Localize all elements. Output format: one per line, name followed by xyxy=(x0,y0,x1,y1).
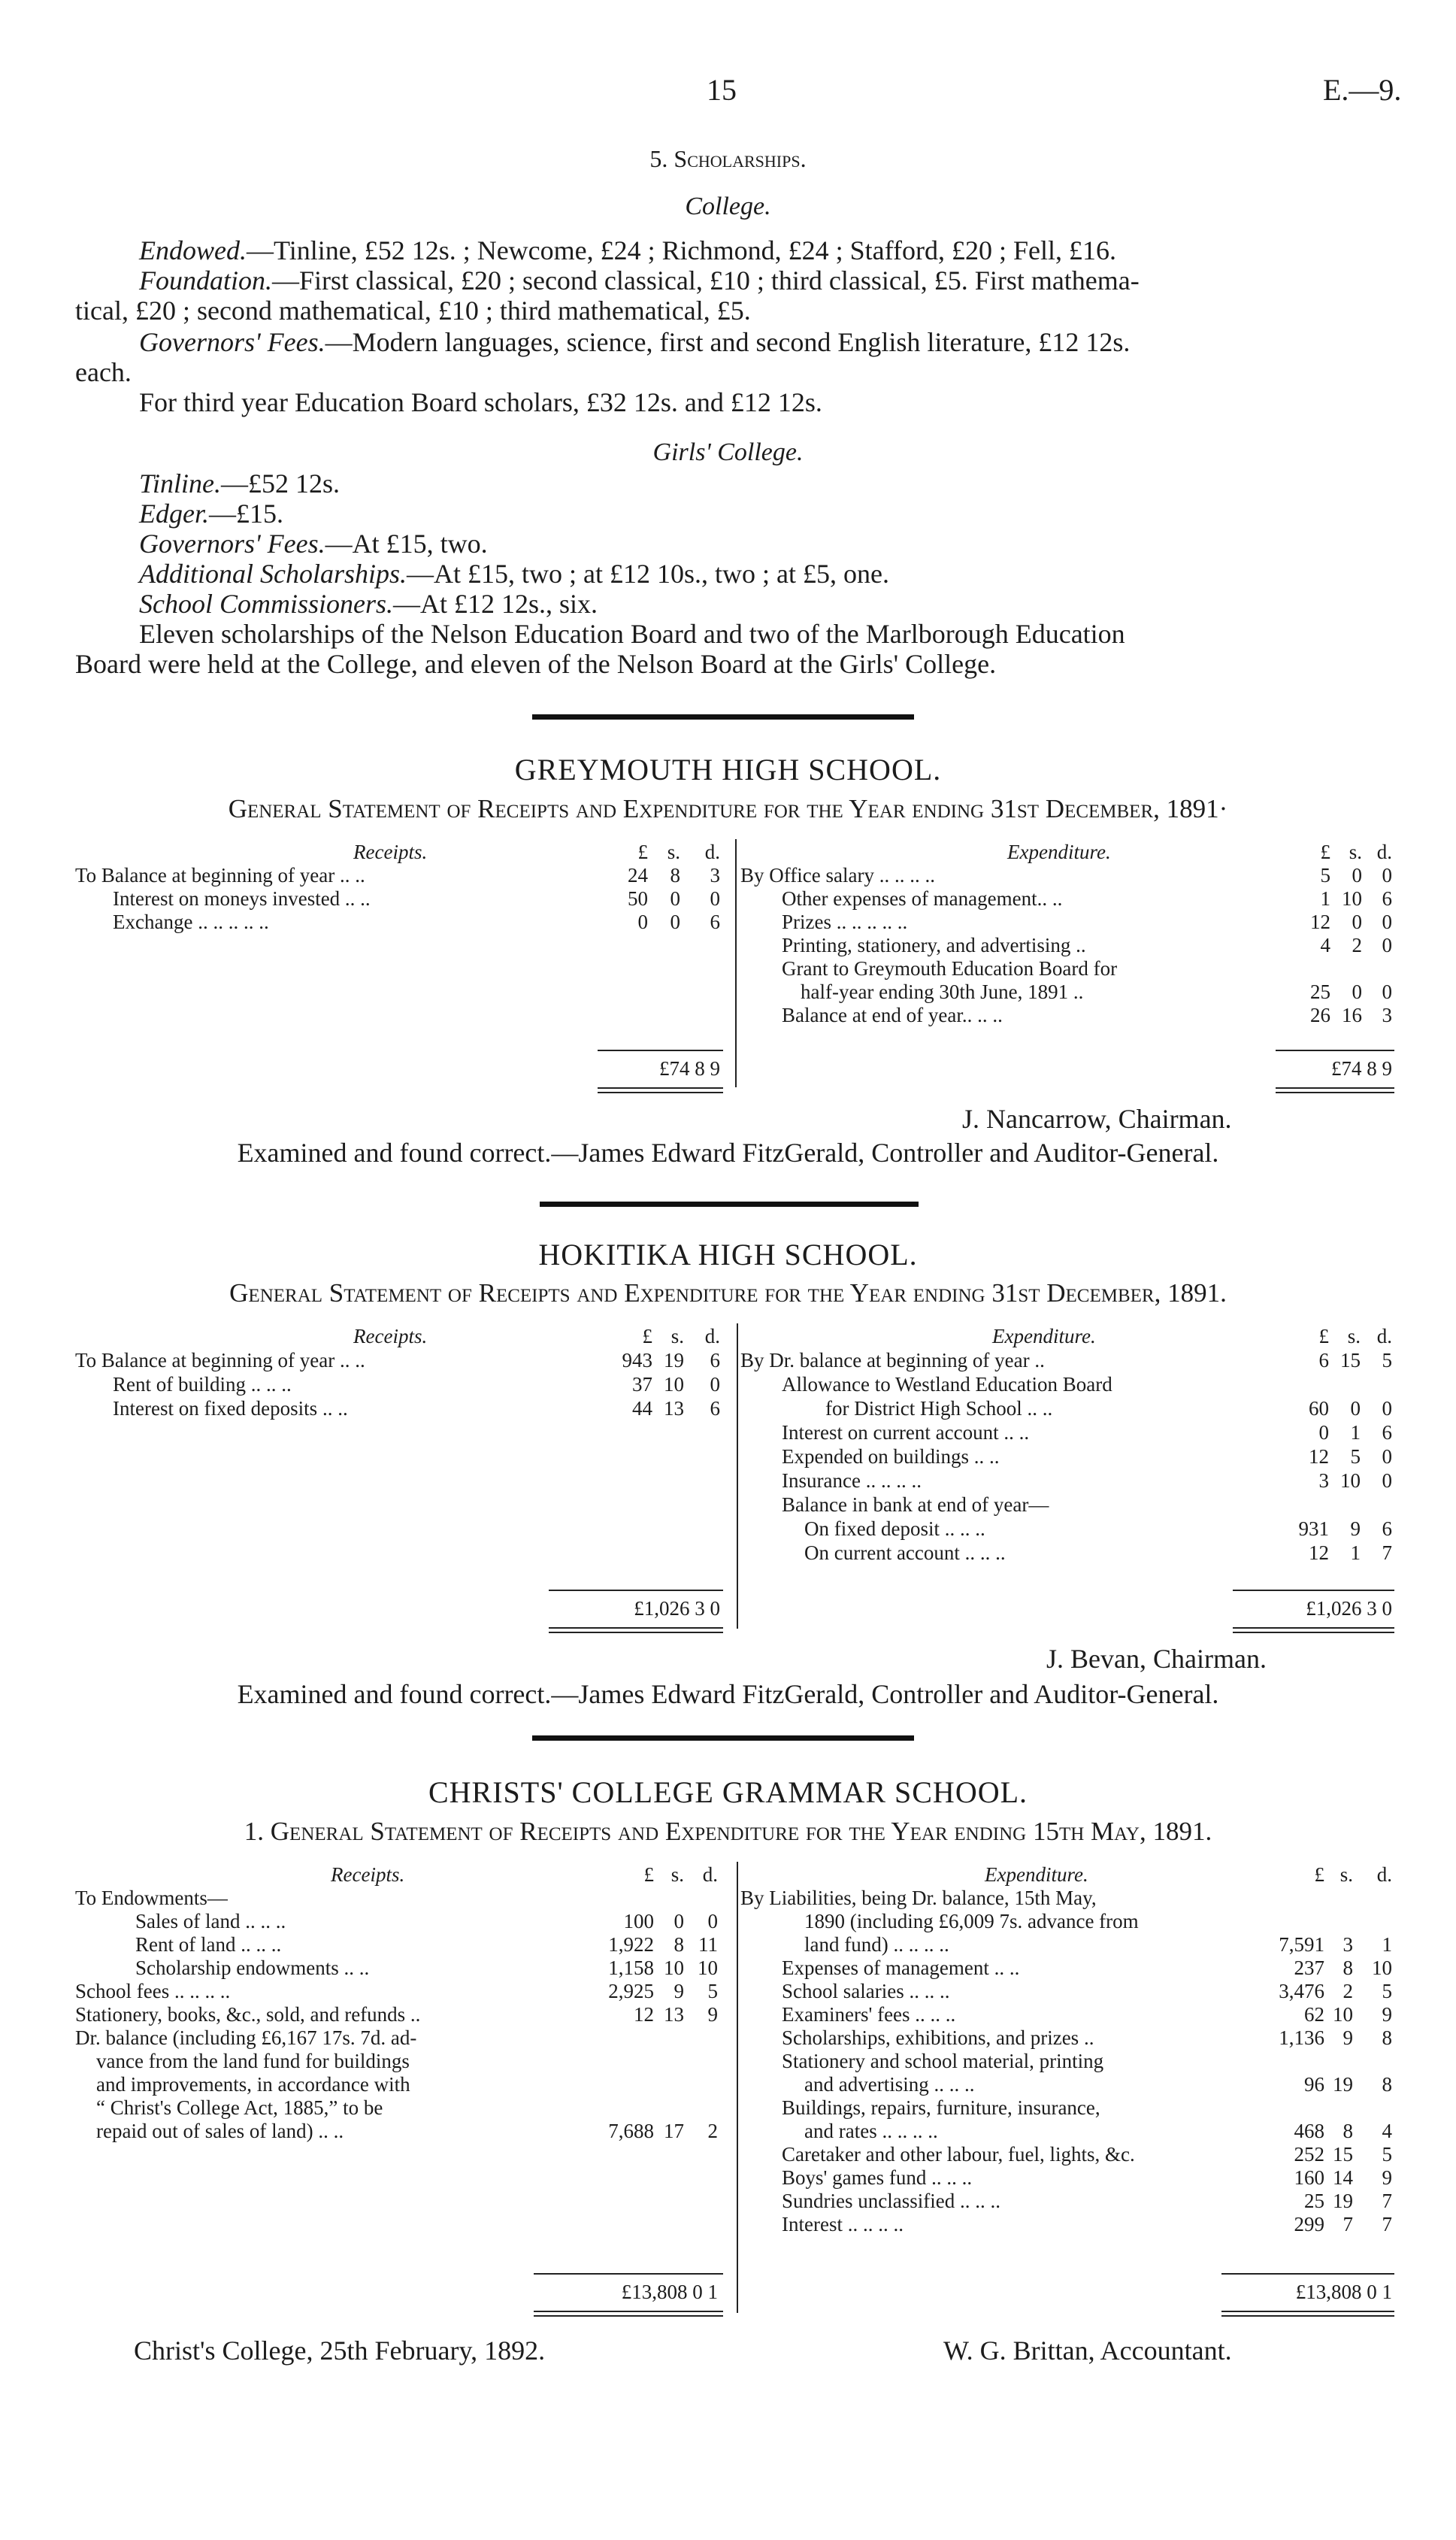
expenditure-line: On fixed deposit .. .. .. xyxy=(804,1517,985,1540)
amount-cell: 3 xyxy=(1318,1469,1329,1492)
amount-cell: 25 xyxy=(1304,2190,1324,2212)
receipt-line: To Endowments— xyxy=(75,1887,228,1909)
amount-cell: 0 xyxy=(707,1910,718,1932)
amount-cell: 6 xyxy=(1382,887,1392,910)
total-rule xyxy=(1276,1050,1394,1051)
receipt-line: “ Christ's College Act, 1885,” to be xyxy=(96,2096,383,2119)
amount-cell: 10 xyxy=(1342,887,1362,910)
receipts-total: £74 8 9 xyxy=(659,1057,720,1080)
amount-cell: 2 xyxy=(1352,934,1362,956)
amount-cell: 15 xyxy=(1340,1349,1361,1372)
amount-cell: 25 xyxy=(1310,981,1330,1003)
amount-cell: 2 xyxy=(707,2120,718,2142)
amount-cell: 0 xyxy=(1318,1421,1329,1444)
amount-cell: 12 xyxy=(1309,1445,1329,1468)
expenditure-line: Stationery and school material, printing xyxy=(782,2050,1104,2072)
expenditure-line: land fund) .. .. .. .. xyxy=(804,1933,949,1956)
christs-signature: W. G. Brittan, Accountant. xyxy=(943,2335,1232,2366)
amount-cell: 0 xyxy=(710,1373,720,1396)
scholarship-line: tical, £20 ; second mathematical, £10 ; third mathematical, £5. xyxy=(75,296,751,326)
amount-cell: 9 xyxy=(1350,1517,1361,1540)
receipts-heading: Receipts. xyxy=(331,1863,405,1886)
amount-cell: 19 xyxy=(664,1349,684,1372)
expenditure-line: On current account .. .. .. xyxy=(804,1541,1006,1564)
column-header: s. xyxy=(667,841,680,863)
amount-cell: 0 xyxy=(1382,1397,1392,1420)
amount-cell: 0 xyxy=(1382,911,1392,933)
column-header: d. xyxy=(1376,1325,1392,1347)
christs-title: CHRISTS' COLLEGE GRAMMAR SCHOOL. xyxy=(428,1775,1028,1809)
greymouth-examined: Examined and found correct.—James Edward FitzGerald, Controller and Auditor-General. xyxy=(237,1138,1219,1168)
expenditure-total: £13,808 0 1 xyxy=(1295,2281,1392,2303)
column-header: d. xyxy=(704,1325,720,1347)
expenditure-line: Balance at end of year.. .. .. xyxy=(782,1004,1003,1026)
expenditure-line: Buildings, repairs, furniture, insurance, xyxy=(782,2096,1100,2119)
amount-cell: 96 xyxy=(1304,2073,1324,2096)
section-divider xyxy=(532,1735,914,1741)
amount-cell: 6 xyxy=(710,1349,720,1372)
amount-cell: 6 xyxy=(710,1397,720,1420)
expenditure-line: Scholarships, exhibitions, and prizes .. xyxy=(782,2026,1094,2049)
amount-cell: 9 xyxy=(1342,2026,1353,2049)
double-rule xyxy=(534,2311,723,2312)
amount-cell: 9 xyxy=(707,2003,718,2026)
amount-cell: 44 xyxy=(632,1397,652,1420)
amount-cell: 0 xyxy=(637,911,648,933)
page-reference: E.—9. xyxy=(1323,73,1402,107)
greymouth-subtitle: General Statement of Receipts and Expenditure for the Year ending 31st December, 1891· xyxy=(228,794,1228,823)
column-header: s. xyxy=(1347,1325,1361,1347)
amount-cell: 2 xyxy=(1342,1980,1353,2002)
column-header: d. xyxy=(1376,1863,1392,1886)
scholarship-line: For third year Education Board scholars, £32 12s. and £12 12s. xyxy=(139,387,822,417)
hokitika-signature: J. Bevan, Chairman. xyxy=(1046,1644,1267,1674)
amount-cell: 0 xyxy=(1382,1445,1392,1468)
amount-cell: 7,591 xyxy=(1279,1933,1324,1956)
amount-cell: 8 xyxy=(670,864,680,887)
expenditure-line: Expenses of management .. .. xyxy=(782,1957,1020,1979)
hokitika-title: HOKITIKA HIGH SCHOOL. xyxy=(538,1238,918,1272)
expenditure-heading: Expenditure. xyxy=(992,1325,1096,1347)
section-divider xyxy=(540,1202,919,1207)
expenditure-line: By Office salary .. .. .. .. xyxy=(740,864,935,887)
receipt-line: vance from the land fund for buildings xyxy=(96,2050,410,2072)
total-rule xyxy=(1221,2273,1394,2275)
double-rule xyxy=(1221,2315,1394,2317)
expenditure-line: School salaries .. .. .. xyxy=(782,1980,950,2002)
expenditure-line: Grant to Greymouth Education Board for xyxy=(782,957,1118,980)
double-rule xyxy=(549,1627,723,1629)
amount-cell: 2,925 xyxy=(608,1980,654,2002)
expenditure-line: Allowance to Westland Education Board xyxy=(782,1373,1112,1396)
amount-cell: 3 xyxy=(1382,1004,1392,1026)
amount-cell: 100 xyxy=(623,1910,654,1932)
amount-cell: 1,158 xyxy=(608,1957,654,1979)
amount-cell: 9 xyxy=(1382,2166,1392,2189)
expenditure-line: By Dr. balance at beginning of year .. xyxy=(740,1349,1045,1372)
double-rule xyxy=(549,1632,723,1633)
amount-cell: 0 xyxy=(1382,1469,1392,1492)
amount-cell: 299 xyxy=(1294,2213,1324,2235)
column-header: £ xyxy=(642,1325,652,1347)
amount-cell: 3 xyxy=(710,864,720,887)
amount-cell: 8 xyxy=(1382,2073,1392,2096)
amount-cell: 19 xyxy=(1333,2190,1353,2212)
scholarship-line: Foundation.—First classical, £20 ; second classical, £10 ; third classical, £5. First mathema- xyxy=(139,265,1140,296)
scholarships-heading: 5. Scholarships. xyxy=(649,145,807,172)
girls-college-subheading: Girls' College. xyxy=(652,438,804,466)
expenditure-line: Interest on current account .. .. xyxy=(782,1421,1030,1444)
amount-cell: 6 xyxy=(1382,1517,1392,1540)
amount-cell: 0 xyxy=(1352,981,1362,1003)
column-header: £ xyxy=(1314,1863,1324,1886)
amount-cell: 9 xyxy=(674,1980,684,2002)
scholarship-line: each. xyxy=(75,357,132,387)
column-header: £ xyxy=(643,1863,654,1886)
hokitika-examined: Examined and found correct.—James Edward FitzGerald, Controller and Auditor-General. xyxy=(237,1679,1219,1709)
amount-cell: 468 xyxy=(1294,2120,1324,2142)
amount-cell: 943 xyxy=(622,1349,652,1372)
receipt-line: repaid out of sales of land) .. .. xyxy=(96,2120,344,2142)
amount-cell: 7,688 xyxy=(608,2120,654,2142)
receipt-line: To Balance at beginning of year .. .. xyxy=(75,864,365,887)
expenditure-line: Prizes .. .. .. .. .. xyxy=(782,911,908,933)
amount-cell: 8 xyxy=(1342,1957,1353,1979)
receipt-line: Stationery, books, &c., sold, and refunds .. xyxy=(75,2003,421,2026)
expenditure-line: Boys' games fund .. .. .. xyxy=(782,2166,973,2189)
expenditure-line: and advertising .. .. .. xyxy=(804,2073,975,2096)
amount-cell: 0 xyxy=(1382,934,1392,956)
receipt-line: Interest on fixed deposits .. .. xyxy=(113,1397,348,1420)
column-header: s. xyxy=(670,1325,684,1347)
amount-cell: 1 xyxy=(1350,1421,1361,1444)
expenditure-total: £1,026 3 0 xyxy=(1306,1597,1392,1620)
receipt-line: School fees .. .. .. .. xyxy=(75,1980,231,2002)
total-rule xyxy=(1233,1590,1394,1591)
expenditure-line: half-year ending 30th June, 1891 .. xyxy=(801,981,1084,1003)
amount-cell: 4 xyxy=(1320,934,1330,956)
section-divider xyxy=(532,714,914,720)
amount-cell: 1 xyxy=(1382,1933,1392,1956)
amount-cell: 237 xyxy=(1294,1957,1324,1979)
amount-cell: 10 xyxy=(698,1957,718,1979)
expenditure-line: By Liabilities, being Dr. balance, 15th May, xyxy=(740,1887,1097,1909)
column-header: d. xyxy=(704,841,720,863)
amount-cell: 5 xyxy=(1350,1445,1361,1468)
expenditure-line: for District High School .. .. xyxy=(825,1397,1053,1420)
amount-cell: 12 xyxy=(1309,1541,1329,1564)
column-header: d. xyxy=(702,1863,718,1886)
girls-scholarship-line: Governors' Fees.—At £15, two. xyxy=(139,529,488,559)
receipts-total: £1,026 3 0 xyxy=(634,1597,720,1620)
amount-cell: 0 xyxy=(1382,864,1392,887)
column-divider xyxy=(735,839,737,1087)
column-header: d. xyxy=(1376,841,1392,863)
expenditure-line: Other expenses of management.. .. xyxy=(782,887,1063,910)
amount-cell: 11 xyxy=(698,1933,718,1956)
expenditure-heading: Expenditure. xyxy=(985,1863,1088,1886)
amount-cell: 26 xyxy=(1310,1004,1330,1026)
double-rule xyxy=(1221,2311,1394,2312)
amount-cell: 60 xyxy=(1309,1397,1329,1420)
amount-cell: 17 xyxy=(664,2120,684,2142)
amount-cell: 1 xyxy=(1350,1541,1361,1564)
amount-cell: 252 xyxy=(1294,2143,1324,2166)
amount-cell: 3,476 xyxy=(1279,1980,1324,2002)
page-number: 15 xyxy=(707,73,737,107)
girls-scholarship-line: Edger.—£15. xyxy=(139,499,283,529)
receipt-line: Interest on moneys invested .. .. xyxy=(113,887,371,910)
double-rule xyxy=(598,1092,723,1093)
amount-cell: 0 xyxy=(670,911,680,933)
expenditure-total: £74 8 9 xyxy=(1331,1057,1392,1080)
amount-cell: 5 xyxy=(1320,864,1330,887)
total-rule xyxy=(534,2273,723,2275)
amount-cell: 5 xyxy=(1382,2143,1392,2166)
amount-cell: 19 xyxy=(1333,2073,1353,2096)
amount-cell: 5 xyxy=(707,1980,718,2002)
amount-cell: 160 xyxy=(1294,2166,1324,2189)
amount-cell: 1,922 xyxy=(608,1933,654,1956)
receipt-line: Dr. balance (including £6,167 17s. 7d. ad- xyxy=(75,2026,417,2049)
scholarship-closing: Eleven scholarships of the Nelson Education Board and two of the Marlborough Education xyxy=(139,619,1125,649)
amount-cell: 10 xyxy=(664,1957,684,1979)
expenditure-heading: Expenditure. xyxy=(1007,841,1111,863)
receipts-heading: Receipts. xyxy=(353,1325,428,1347)
amount-cell: 5 xyxy=(1382,1980,1392,2002)
girls-scholarship-line: School Commissioners.—At £12 12s., six. xyxy=(139,589,598,619)
amount-cell: 0 xyxy=(710,887,720,910)
amount-cell: 6 xyxy=(1382,1421,1392,1444)
christs-place-date: Christ's College, 25th February, 1892. xyxy=(134,2335,546,2366)
amount-cell: 0 xyxy=(1352,911,1362,933)
amount-cell: 12 xyxy=(1310,911,1330,933)
amount-cell: 7 xyxy=(1342,2213,1353,2235)
amount-cell: 0 xyxy=(674,1910,684,1932)
christs-subtitle: 1. General Statement of Receipts and Expenditure for the Year ending 15th May, 1891. xyxy=(244,1817,1212,1846)
amount-cell: 10 xyxy=(664,1373,684,1396)
column-header: £ xyxy=(1320,841,1330,863)
expenditure-line: 1890 (including £6,009 7s. advance from xyxy=(804,1910,1139,1932)
hokitika-subtitle: General Statement of Receipts and Expenditure for the Year ending 31st December, 1891. xyxy=(229,1278,1227,1308)
column-header: s. xyxy=(1349,841,1362,863)
amount-cell: 9 xyxy=(1382,2003,1392,2026)
column-divider xyxy=(737,1323,738,1629)
double-rule xyxy=(1233,1632,1394,1633)
expenditure-line: and rates .. .. .. .. xyxy=(804,2120,938,2142)
expenditure-line: Printing, stationery, and advertising .. xyxy=(782,934,1086,956)
column-header: s. xyxy=(1339,1863,1353,1886)
receipt-line: Rent of land .. .. .. xyxy=(135,1933,282,1956)
expenditure-line: Expended on buildings .. .. xyxy=(782,1445,1000,1468)
college-subheading: College. xyxy=(685,192,771,220)
total-rule xyxy=(549,1590,723,1591)
amount-cell: 6 xyxy=(1318,1349,1329,1372)
amount-cell: 1,136 xyxy=(1279,2026,1324,2049)
scholarship-line: Governors' Fees.—Modern languages, science, first and second English literature, £12 12s. xyxy=(139,327,1131,357)
amount-cell: 0 xyxy=(1350,1397,1361,1420)
receipts-heading: Receipts. xyxy=(353,841,428,863)
scholarship-line: Endowed.—Tinline, £52 12s. ; Newcome, £24 ; Richmond, £24 ; Stafford, £20 ; Fell, £16. xyxy=(139,235,1116,265)
amount-cell: 37 xyxy=(632,1373,652,1396)
greymouth-title: GREYMOUTH HIGH SCHOOL. xyxy=(514,753,942,787)
girls-scholarship-line: Tinline.—£52 12s. xyxy=(139,468,341,499)
amount-cell: 14 xyxy=(1333,2166,1353,2189)
amount-cell: 50 xyxy=(628,887,648,910)
amount-cell: 10 xyxy=(1333,2003,1353,2026)
receipt-line: To Balance at beginning of year .. .. xyxy=(75,1349,365,1372)
amount-cell: 16 xyxy=(1342,1004,1362,1026)
receipt-line: Scholarship endowments .. .. xyxy=(135,1957,370,1979)
double-rule xyxy=(1276,1092,1394,1093)
column-header: s. xyxy=(670,1863,684,1886)
receipt-line: Exchange .. .. .. .. .. xyxy=(113,911,269,933)
double-rule xyxy=(598,1087,723,1089)
expenditure-line: Balance in bank at end of year— xyxy=(782,1493,1049,1516)
amount-cell: 10 xyxy=(1372,1957,1392,1979)
expenditure-line: Insurance .. .. .. .. xyxy=(782,1469,922,1492)
scholarship-closing: Board were held at the College, and eleven of the Nelson Board at the Girls' College. xyxy=(75,649,997,679)
receipt-line: and improvements, in accordance with xyxy=(96,2073,410,2096)
amount-cell: 8 xyxy=(1342,2120,1353,2142)
double-rule xyxy=(1276,1087,1394,1089)
amount-cell: 13 xyxy=(664,2003,684,2026)
double-rule xyxy=(1233,1627,1394,1629)
double-rule xyxy=(534,2315,723,2317)
expenditure-line: Interest .. .. .. .. xyxy=(782,2213,904,2235)
amount-cell: 3 xyxy=(1342,1933,1353,1956)
amount-cell: 8 xyxy=(674,1933,684,1956)
expenditure-line: Caretaker and other labour, fuel, lights, &c. xyxy=(782,2143,1135,2166)
amount-cell: 0 xyxy=(670,887,680,910)
amount-cell: 1 xyxy=(1320,887,1330,910)
amount-cell: 8 xyxy=(1382,2026,1392,2049)
amount-cell: 0 xyxy=(1382,981,1392,1003)
receipt-line: Rent of building .. .. .. xyxy=(113,1373,292,1396)
amount-cell: 13 xyxy=(664,1397,684,1420)
expenditure-line: Examiners' fees .. .. .. xyxy=(782,2003,956,2026)
receipt-line: Sales of land .. .. .. xyxy=(135,1910,286,1932)
receipts-total: £13,808 0 1 xyxy=(621,2281,718,2303)
expenditure-line: Sundries unclassified .. .. .. xyxy=(782,2190,1000,2212)
amount-cell: 7 xyxy=(1382,1541,1392,1564)
total-rule xyxy=(598,1050,723,1051)
amount-cell: 7 xyxy=(1382,2213,1392,2235)
amount-cell: 0 xyxy=(1352,864,1362,887)
amount-cell: 931 xyxy=(1298,1517,1329,1540)
amount-cell: 5 xyxy=(1382,1349,1392,1372)
greymouth-signature: J. Nancarrow, Chairman. xyxy=(962,1104,1232,1134)
amount-cell: 62 xyxy=(1304,2003,1324,2026)
amount-cell: 12 xyxy=(634,2003,654,2026)
amount-cell: 6 xyxy=(710,911,720,933)
amount-cell: 24 xyxy=(628,864,648,887)
column-header: £ xyxy=(637,841,648,863)
column-header: £ xyxy=(1318,1325,1329,1347)
column-divider xyxy=(737,1862,738,2313)
amount-cell: 15 xyxy=(1333,2143,1353,2166)
amount-cell: 10 xyxy=(1340,1469,1361,1492)
girls-scholarship-line: Additional Scholarships.—At £15, two ; at £12 10s., two ; at £5, one. xyxy=(139,559,889,589)
amount-cell: 7 xyxy=(1382,2190,1392,2212)
amount-cell: 4 xyxy=(1382,2120,1392,2142)
